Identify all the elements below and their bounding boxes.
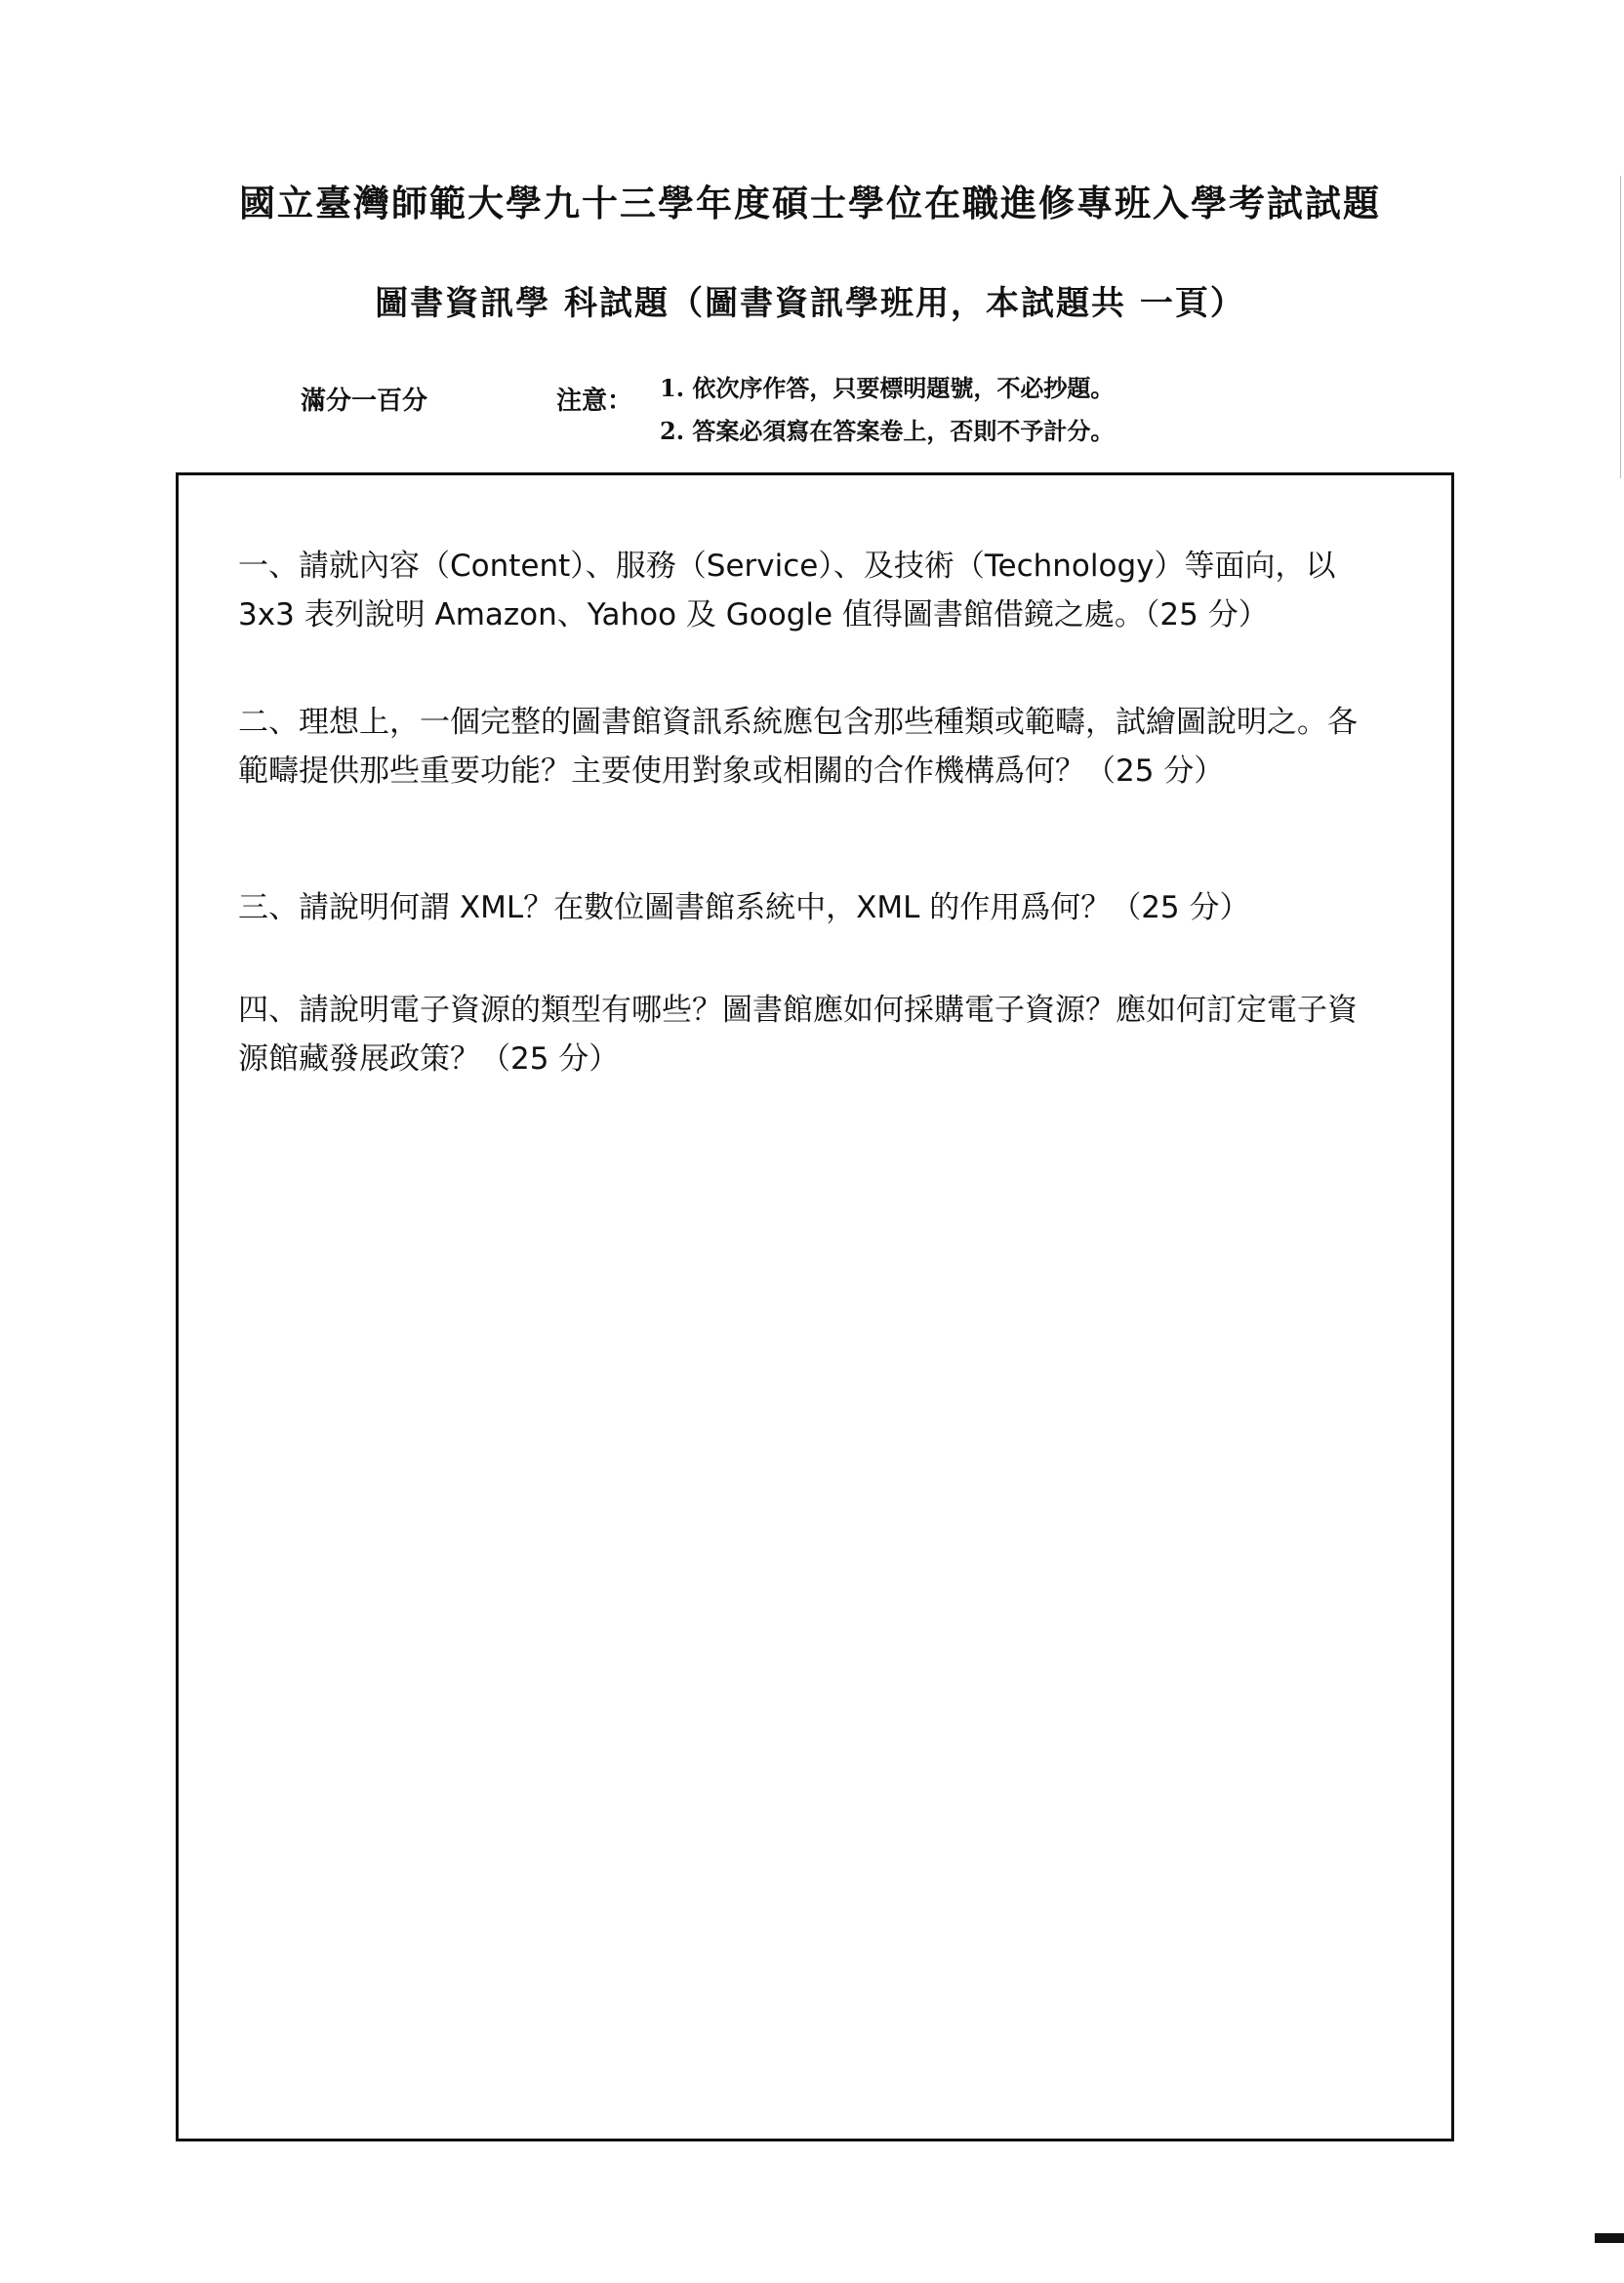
- exam-subtitle: 圖書資訊學 科試題（圖書資訊學班用，本試題共 一頁）: [375, 284, 1245, 323]
- scan-edge-line: [1620, 176, 1621, 478]
- full-score-label: 滿分一百分: [301, 387, 428, 416]
- scan-edge-mark: [1595, 2233, 1624, 2243]
- notice-list: [660, 367, 1114, 453]
- question-3: 三、請說明何謂 XML？在數位圖書館系統中，XML 的作用爲何？（25 分）: [238, 890, 1250, 925]
- notice-item: 1. 依次序作答，只要標明題號，不必抄題。: [660, 374, 1115, 402]
- notice-item: 2. 答案必須寫在答案卷上，否則不予計分。: [660, 417, 1115, 445]
- notice-label: 注意：: [556, 387, 633, 416]
- exam-title: 國立臺灣師範大學九十三學年度碩士學位在職進修專班入學考試試題: [239, 182, 1381, 224]
- question-4: 四、請說明電子資源的類型有哪些？圖書館應如何採購電子資源？應如何訂定電子資源館藏發展政策？（25 分）: [238, 993, 1358, 1077]
- question-2: 二、理想上，一個完整的圖書館資訊系統應包含那些種類或範疇，試繪圖說明之。各範疇提供那些重要功能？主要使用對象或相關的合作機構爲何？（25 分）: [238, 705, 1358, 789]
- question-1: 一、請就內容（Content）、服務（Service）、及技術（Technology）等面向，以 3x3 表列說明 Amazon、Yahoo 及 Google 值得圖書館借鏡之處。（25 分）: [238, 549, 1336, 632]
